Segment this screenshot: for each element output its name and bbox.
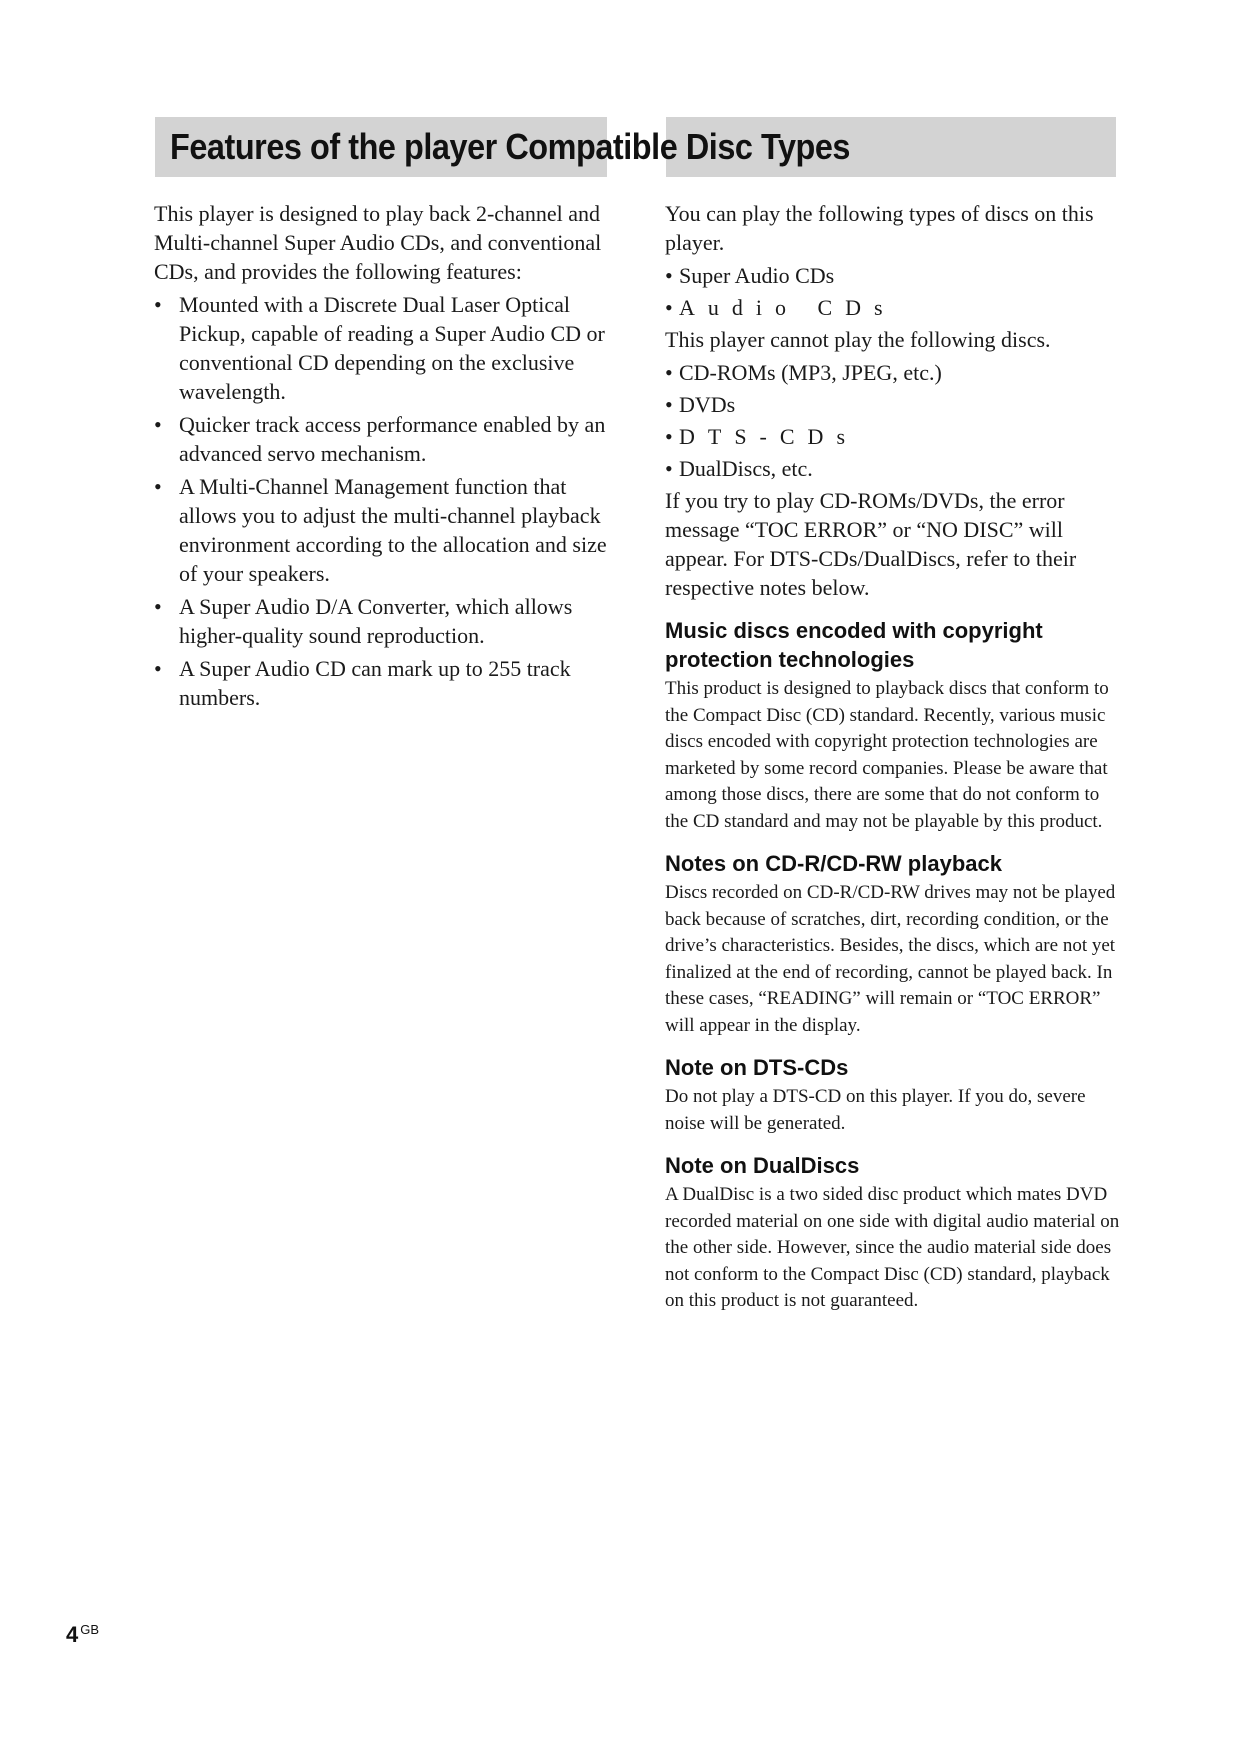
section-body-cdr: Discs recorded on CD-R/CD-RW drives may not be played back because of scratches, dirt, recording condition, or the drive’s characteristics. Besides, the discs, which are not yet finalized at the end of recording, cannot be played back. In these cases, “READING” will remain or “TOC ERROR” will appear in the display.	[665, 882, 1116, 1036]
page-number	[66, 1622, 99, 1648]
list-item	[154, 290, 616, 406]
list-item	[665, 422, 1127, 451]
bullet-icon: •	[154, 412, 162, 437]
page-title: Features of the player Compatible Disc Types	[170, 126, 851, 167]
section-body-copyright: This product is designed to playback discs that conform to the Compact Disc (CD) standard. Recently, various music discs encoded with copyright protection technologies are marketed by some record companies. Please be aware that among those discs, there are some that do not conform to the CD standard and may not be playable by this product.	[665, 678, 1109, 832]
feature-text: Mounted with a Discrete Dual Laser Optical Pickup, capable of reading a Super Audio CD or conventional CD depending on the exclusive wavelength.	[179, 292, 605, 404]
list-item	[154, 592, 616, 650]
bullet-icon: •	[665, 456, 673, 481]
not-playable-list	[665, 358, 1127, 483]
list-item	[665, 261, 1127, 290]
list-item	[665, 358, 1127, 387]
bullet-icon: •	[154, 474, 162, 499]
bullet-icon: •	[154, 292, 162, 317]
bullet-icon: •	[665, 424, 673, 449]
feature-text: A Multi-Channel Management function that allows you to adjust the multi-channel playback environment according to the allocation and size of your speakers.	[179, 474, 607, 586]
bullet-icon: •	[154, 656, 162, 681]
not-playable-intro: This player cannot play the following discs.	[665, 327, 1051, 352]
disc-type: CD-ROMs (MP3, JPEG, etc.)	[679, 360, 942, 385]
section-heading-dts: Note on DTS-CDs	[665, 1055, 849, 1080]
list-item	[154, 410, 616, 468]
bullet-icon: •	[665, 360, 673, 385]
feature-text: A Super Audio CD can mark up to 255 track numbers.	[179, 656, 571, 710]
disc-type: DualDiscs, etc.	[679, 456, 813, 481]
section-body-dts: Do not play a DTS-CD on this player. If you do, severe noise will be generated.	[665, 1086, 1086, 1134]
disc-type: DTS-CDs	[679, 424, 859, 449]
bullet-icon: •	[665, 392, 673, 417]
list-item	[154, 654, 616, 712]
disc-type: Audio CDs	[679, 295, 896, 320]
error-note: If you try to play CD-ROMs/DVDs, the error message “TOC ERROR” or “NO DISC” will appear. For DTS-CDs/DualDiscs, refer to their respective notes below.	[665, 488, 1077, 600]
features-intro: This player is designed to play back 2-channel and Multi-channel Super Audio CDs, and conventional CDs, and provides the following features:	[154, 201, 602, 284]
section-heading-dualdisc: Note on DualDiscs	[665, 1153, 860, 1178]
features-column	[154, 199, 616, 716]
list-item	[665, 454, 1127, 483]
section-body-dualdisc: A DualDisc is a two sided disc product which mates DVD recorded material on one side with digital audio material on the other side. However, since the audio material side does not conform to the Compact Disc (CD) standard, playback on this product is not guaranteed.	[665, 1184, 1120, 1311]
features-list	[154, 290, 616, 712]
bullet-icon: •	[665, 263, 673, 288]
section-heading-cdr: Notes on CD-R/CD-RW playback	[665, 851, 1002, 876]
section-heading-copyright: Music discs encoded with copyright protection technologies	[665, 618, 1043, 672]
list-item	[665, 390, 1127, 419]
feature-text: Quicker track access performance enabled by an advanced servo mechanism.	[179, 412, 606, 466]
feature-text: A Super Audio D/A Converter, which allows higher-quality sound reproduction.	[179, 594, 573, 648]
playable-list	[665, 261, 1127, 322]
bullet-icon: •	[154, 594, 162, 619]
compatible-column	[665, 199, 1127, 1315]
bullet-icon: •	[665, 295, 673, 320]
list-item	[154, 472, 616, 588]
disc-type: Super Audio CDs	[679, 263, 835, 288]
compatible-intro: You can play the following types of discs on this player.	[665, 201, 1094, 255]
disc-type: DVDs	[679, 392, 736, 417]
page-number-value: 4	[66, 1622, 79, 1647]
page-number-suffix: GB	[80, 1622, 100, 1637]
list-item	[665, 293, 1127, 322]
